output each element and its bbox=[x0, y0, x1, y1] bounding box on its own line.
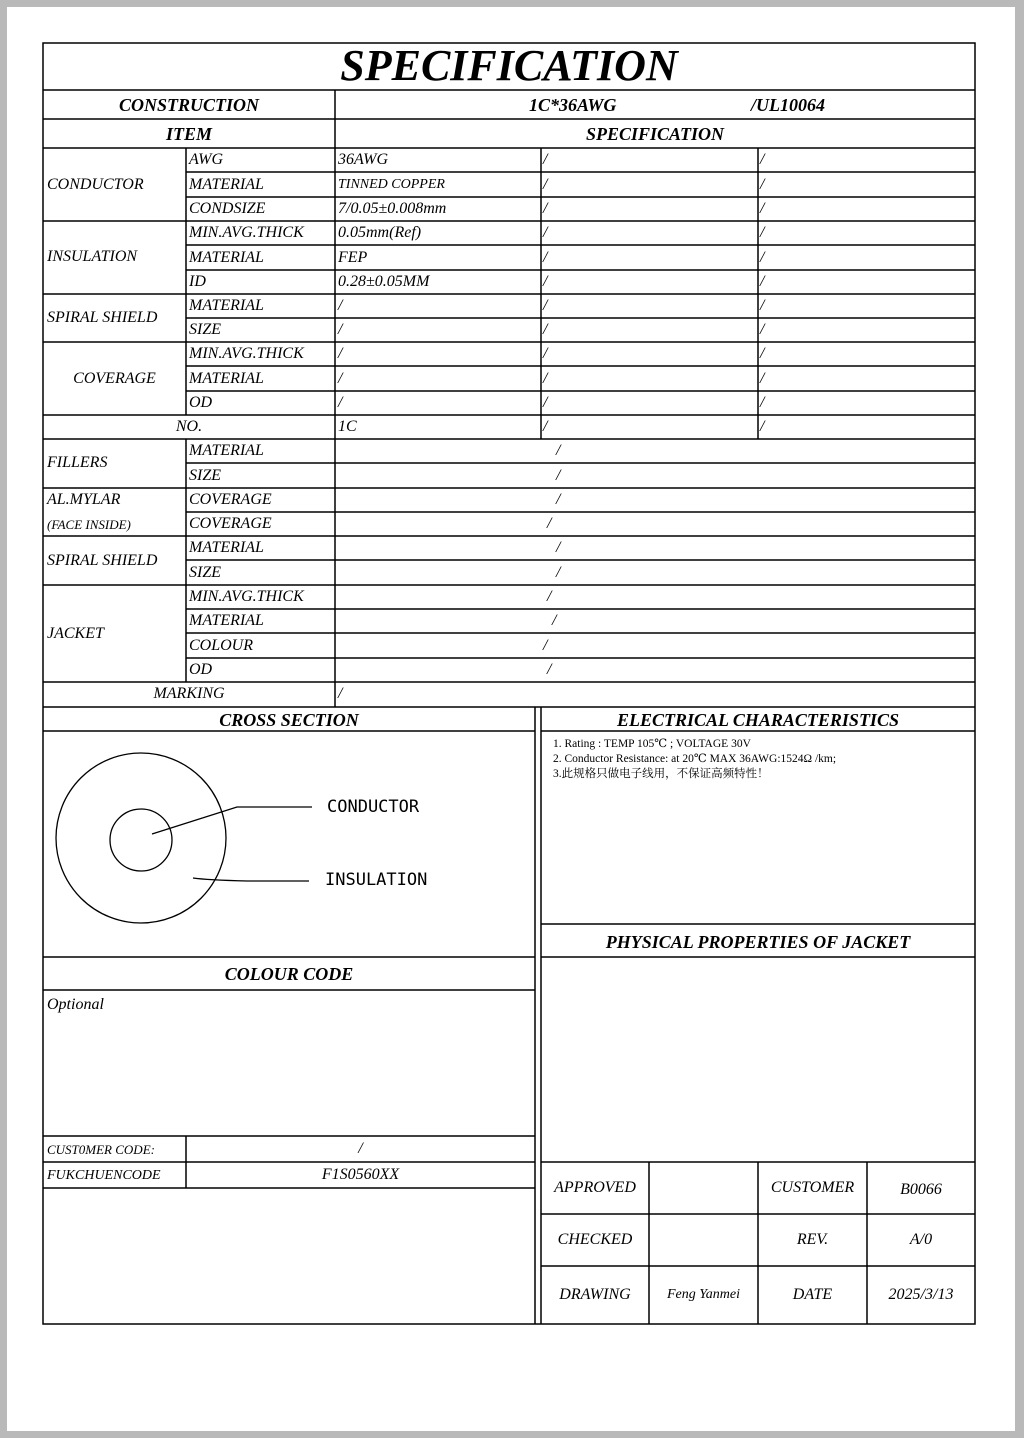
insulation-group-label: INSULATION bbox=[47, 248, 138, 265]
row-col2: / bbox=[543, 176, 548, 193]
row-value: / bbox=[338, 297, 343, 314]
row-attr: MATERIAL bbox=[189, 249, 264, 266]
insulation-leader-line bbox=[193, 878, 309, 881]
ul-value: /UL10064 bbox=[751, 95, 825, 115]
row-attr: COVERAGE bbox=[189, 491, 272, 508]
fukchuen-code-label: FUKCHUENCODE bbox=[47, 1168, 161, 1183]
row-value: / bbox=[547, 515, 552, 532]
row-value: / bbox=[338, 370, 343, 387]
conductor-circle bbox=[110, 809, 172, 871]
row-col2: / bbox=[543, 418, 548, 435]
row-value: FEP bbox=[338, 249, 368, 266]
row-attr: MATERIAL bbox=[189, 176, 264, 193]
electrical-line: 1. Rating : TEMP 105℃ ; VOLTAGE 30V bbox=[553, 738, 751, 750]
row-value: / bbox=[338, 345, 343, 362]
row-col3: / bbox=[760, 418, 765, 435]
row-attr: CONDSIZE bbox=[189, 200, 266, 217]
row-value: / bbox=[556, 564, 561, 581]
customer-label: CUSTOMER bbox=[770, 1179, 855, 1196]
row-value: / bbox=[556, 491, 561, 508]
row-value: 0.05mm(Ref) bbox=[338, 224, 422, 241]
date-label: DATE bbox=[792, 1286, 833, 1303]
marking-label: MARKING bbox=[153, 685, 225, 702]
construction-value: 1C*36AWG bbox=[529, 95, 617, 115]
row-attr: MATERIAL bbox=[189, 442, 264, 459]
row-attr: OD bbox=[189, 661, 213, 678]
row-col3: / bbox=[760, 176, 765, 193]
row-attr: SIZE bbox=[189, 564, 221, 581]
customer-code-value: / bbox=[358, 1140, 363, 1157]
cross-section-drawing bbox=[56, 753, 312, 923]
no-label: NO. bbox=[175, 418, 203, 435]
row-attr: SIZE bbox=[189, 467, 221, 484]
conductor-group-label: CONDUCTOR bbox=[47, 176, 144, 193]
cross-section-title: CROSS SECTION bbox=[219, 710, 359, 730]
row-col3: / bbox=[760, 200, 765, 217]
row-value: / bbox=[547, 588, 552, 605]
row-value: 7/0.05±0.008mm bbox=[338, 200, 447, 217]
row-col2: / bbox=[543, 151, 548, 168]
row-attr: MATERIAL bbox=[189, 539, 264, 556]
row-attr: MIN.AVG.THICK bbox=[189, 588, 304, 605]
electrical-line: 2. Conductor Resistance: at 20℃ MAX 36AWG:1524Ω /km; bbox=[553, 753, 837, 765]
row-col3: / bbox=[760, 321, 765, 338]
rev-label: REV. bbox=[796, 1231, 829, 1248]
row-col3: / bbox=[760, 249, 765, 266]
spec-sheet bbox=[7, 7, 1015, 1431]
row-value: / bbox=[556, 467, 561, 484]
row-col2: / bbox=[543, 273, 548, 290]
colour-code-note: Optional bbox=[47, 996, 104, 1013]
row-col3: / bbox=[760, 394, 765, 411]
row-col3: / bbox=[760, 370, 765, 387]
spiral-shield-group-label: SPIRAL SHIELD bbox=[47, 309, 158, 326]
row-attr: MIN.AVG.THICK bbox=[189, 224, 304, 241]
item-label: ITEM bbox=[165, 124, 212, 144]
colour-code-title: COLOUR CODE bbox=[224, 964, 354, 984]
fillers-group-label: FILLERS bbox=[47, 454, 108, 471]
row-col2: / bbox=[543, 394, 548, 411]
row-attr: MATERIAL bbox=[189, 370, 264, 387]
drawing-value: Feng Yanmei bbox=[667, 1287, 740, 1302]
no-value: 1C bbox=[338, 418, 357, 435]
conductor-callout: CONDUCTOR bbox=[327, 797, 420, 817]
row-value: / bbox=[338, 321, 343, 338]
row-col3: / bbox=[760, 345, 765, 362]
insulation-circle bbox=[56, 753, 226, 923]
row-attr: ID bbox=[189, 273, 206, 290]
row-value: / bbox=[543, 637, 548, 654]
row-attr: COLOUR bbox=[189, 637, 254, 654]
row-col2: / bbox=[543, 297, 548, 314]
al-mylar-group-label: AL.MYLAR bbox=[47, 491, 121, 508]
page-title: SPECIFICATION bbox=[340, 41, 678, 90]
checked-label: CHECKED bbox=[557, 1231, 633, 1248]
jacket-group-label: JACKET bbox=[47, 625, 104, 642]
electrical-line: 3.此规格只做电子线用，不保证高频特性！ bbox=[553, 768, 769, 780]
coverage-group-label: COVERAGE bbox=[73, 370, 156, 387]
row-attr: SIZE bbox=[189, 321, 221, 338]
approved-label: APPROVED bbox=[554, 1179, 636, 1196]
row-col3: / bbox=[760, 297, 765, 314]
row-value: 36AWG bbox=[338, 151, 389, 168]
spiral-shield-2-group-label: SPIRAL SHIELD bbox=[47, 552, 158, 569]
physical-title: PHYSICAL PROPERTIES OF JACKET bbox=[605, 932, 911, 952]
row-value: / bbox=[556, 539, 561, 556]
date-value: 2025/3/13 bbox=[888, 1286, 954, 1303]
row-col2: / bbox=[543, 200, 548, 217]
row-value: / bbox=[547, 661, 552, 678]
conductor-leader-line bbox=[152, 807, 312, 834]
drawing-label: DRAWING bbox=[559, 1286, 631, 1303]
row-attr: MATERIAL bbox=[189, 612, 264, 629]
row-col2: / bbox=[543, 224, 548, 241]
row-value: TINNED COPPER bbox=[338, 177, 445, 192]
row-value: / bbox=[552, 612, 557, 629]
row-col3: / bbox=[760, 273, 765, 290]
fukchuen-code-value: F1S0560XX bbox=[321, 1166, 400, 1183]
row-value: 0.28±0.05MM bbox=[338, 273, 430, 290]
row-col3: / bbox=[760, 224, 765, 241]
row-value: / bbox=[556, 442, 561, 459]
row-attr: OD bbox=[189, 394, 213, 411]
row-attr: MIN.AVG.THICK bbox=[189, 345, 304, 362]
row-col3: / bbox=[760, 151, 765, 168]
customer-code-label: CUST0MER CODE: bbox=[47, 1142, 155, 1157]
row-attr: MATERIAL bbox=[189, 297, 264, 314]
customer-value: B0066 bbox=[900, 1181, 942, 1198]
row-col2: / bbox=[543, 321, 548, 338]
insulation-callout: INSULATION bbox=[325, 870, 428, 890]
row-attr: COVERAGE bbox=[189, 515, 272, 532]
al-mylar-sublabel: (FACE INSIDE) bbox=[47, 517, 131, 532]
marking-value: / bbox=[338, 685, 343, 702]
row-col2: / bbox=[543, 345, 548, 362]
outer-frame bbox=[43, 43, 975, 1324]
construction-label: CONSTRUCTION bbox=[118, 95, 260, 115]
row-col2: / bbox=[543, 370, 548, 387]
row-value: / bbox=[338, 394, 343, 411]
rev-value: A/0 bbox=[909, 1231, 933, 1248]
row-col2: / bbox=[543, 249, 548, 266]
row-attr: AWG bbox=[189, 151, 224, 168]
electrical-title: ELECTRICAL CHARACTERISTICS bbox=[617, 710, 899, 730]
specification-label: SPECIFICATION bbox=[585, 124, 725, 144]
